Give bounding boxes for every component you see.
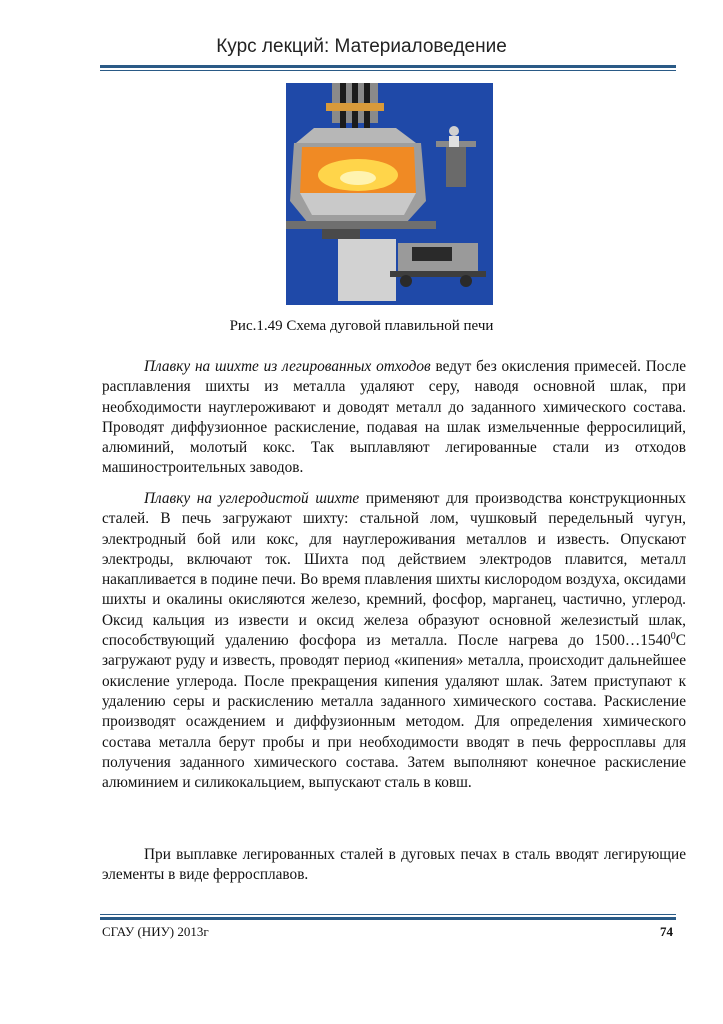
ladle <box>412 247 452 261</box>
wheel-2 <box>460 275 472 287</box>
paragraph-1 <box>102 357 686 479</box>
footer-rule-thin <box>100 914 676 915</box>
paragraph-3-text: При выплавке легированных сталей в дуговых печах в сталь вводят легирующие элементы в виде ферросплавов. <box>102 846 686 884</box>
wheel-1 <box>400 275 412 287</box>
page-header-title: Курс лекций: Материаловедение <box>216 36 507 57</box>
page-number: 74 <box>660 924 673 939</box>
header-rule <box>100 65 676 68</box>
paragraph-2-text-a: применяют для производства конструкционных сталей. В печь загружают шихту: стальной лом, чушковый передельный чугун, электродный бой или кокс, для науглероживания металлов и известь. Опускают электроды, включают ток. Шихта под действием электродов плавится, металл накапливается в подине печи. Во время плавления шихты кислородом воздуха, оксидами шихты и окалины окисляются железо, кремний, фосфор, марганец, частично, углерод. Оксид кальция из извести и оксид железа образуют основной железистый шлак, способствующий удалению фосфора из металла. После нагрева до 1500…1540 <box>102 490 686 650</box>
paragraph-1-italic: Плавку на шихте из легированных отходов <box>144 358 431 375</box>
foundation-block <box>338 239 396 301</box>
paragraph-2-superscript: 0 <box>670 630 676 642</box>
operator-head <box>449 126 459 136</box>
rocker <box>322 229 360 239</box>
paragraph-2-text-b: С загружают руду и известь, проводят период «кипения» металла, происходит дальнейшее окисление углерода. После прекращения кипения удаляют шлак. Затем приступают к удалению серы и раскислению металла заданного химического состава. Раскисление производят осаждением и диффузионным методом. Для определения химического состава металла берут пробы и при необходимости вводят в печь ферросплавы для получения заданного химического состава. Затем выполняют конечное раскисление алюминием и силикокальцием, выпускают сталь в ковш. <box>102 632 686 792</box>
tilt-platform <box>286 221 436 229</box>
header-rule-thin <box>100 70 676 71</box>
paragraph-2-italic: Плавку на углеродистой шихте <box>144 490 360 507</box>
paragraph-1-text: ведут без окисления примесей. После расплавления шихты из металла удаляют серу, наводя основной шлак, при необходимости науглероживают и доводят металл до заданного химического состава. Проводят диффузионное раскисление, подавая на шлак измельченные ферросилиций, алюминий, молотый кокс. Так выплавляют легированные стали из отходов машиностроительных заводов. <box>102 358 686 477</box>
platform-support <box>446 147 466 187</box>
hearth <box>300 193 416 215</box>
arc-core <box>340 171 376 185</box>
paragraph-2 <box>102 489 686 793</box>
furnace-roof <box>296 128 416 143</box>
footer-rule <box>100 917 676 920</box>
electrode-clamp <box>326 103 384 111</box>
footer-org: СГАУ (НИУ) 2013г <box>102 924 209 939</box>
paragraph-3 <box>102 845 686 886</box>
figure-caption: Рис.1.49 Схема дуговой плавильной печи <box>229 318 494 334</box>
arc-furnace-diagram <box>286 83 493 305</box>
